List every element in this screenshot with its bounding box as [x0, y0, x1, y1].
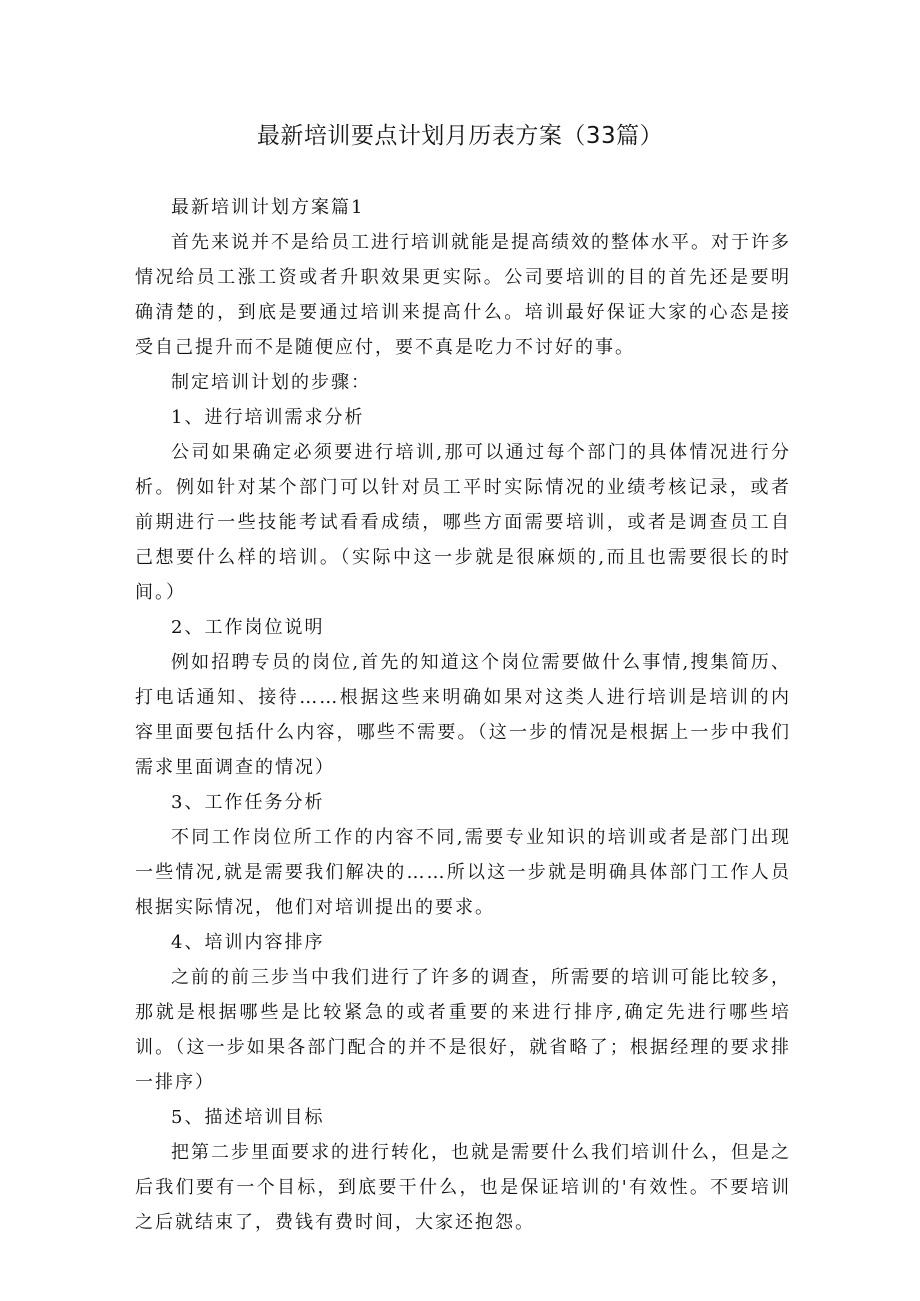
step-3-text: 不同工作岗位所工作的内容不同,需要专业知识的培训或者是部门出现一些情况,就是需要我们解决的……所以这一步就是明确具体部门工作人员根据实际情况，他们对培训提出的要求。 [135, 827, 791, 918]
step-4-heading: 4、培训内容排序 [171, 932, 325, 953]
step-5-text: 把第二步里面要求的进行转化，也就是需要什么我们培训什么，但是之后我们要有一个目标，到底要干什么，也是保证培训的'有效性。不要培训之后就结束了，费钱有费时间，大家还抱怨。 [135, 1142, 791, 1233]
step-5-heading: 5、描述培训目标 [171, 1107, 325, 1128]
step-3-heading: 3、工作任务分析 [171, 792, 325, 813]
step-1-heading: 1、进行培训需求分析 [171, 407, 365, 428]
step-1-text: 公司如果确定必须要进行培训,那可以通过每个部门的具体情况进行分析。例如针对某个部门可以针对员工平时实际情况的业绩考核记录，或者前期进行一些技能考试看看成绩，哪些方面需要培训，或者是调查员工自己想要什么样的培训。（实际中这一步就是很麻烦的,而且也需要很长的时间。） [135, 442, 791, 603]
paragraph-steps-heading: 制定培训计划的步骤： [171, 372, 371, 393]
document-title: 最新培训要点计划月历表方案（33篇） [256, 123, 664, 149]
paragraph-intro: 首先来说并不是给员工进行培训就能是提高绩效的整体水平。对于许多情况给员工涨工资或者升职效果更实际。公司要培训的目的首先还是要明确清楚的，到底是要通过培训来提高什么。培训最好保证大家的心态是接受自己提升而不是随便应付，要不真是吃力不讨好的事。 [135, 232, 791, 358]
document-body [135, 190, 791, 1240]
step-2-text: 例如招聘专员的岗位,首先的知道这个岗位需要做什么事情,搜集简历、打电话通知、接待……根据这些来明确如果对这类人进行培训是培训的内容里面要包括什么内容，哪些不需要。（这一步的情况是根据上一步中我们需求里面调查的情况） [135, 652, 791, 778]
step-2-heading: 2、工作岗位说明 [171, 617, 325, 638]
step-4-text: 之前的前三步当中我们进行了许多的调查，所需要的培训可能比较多，那就是根据哪些是比较紧急的或者重要的来进行排序,确定先进行哪些培训。（这一步如果各部门配合的并不是很好，就省略了；根据经理的要求排一排序） [135, 967, 791, 1093]
section-heading: 最新培训计划方案篇1 [171, 197, 365, 218]
